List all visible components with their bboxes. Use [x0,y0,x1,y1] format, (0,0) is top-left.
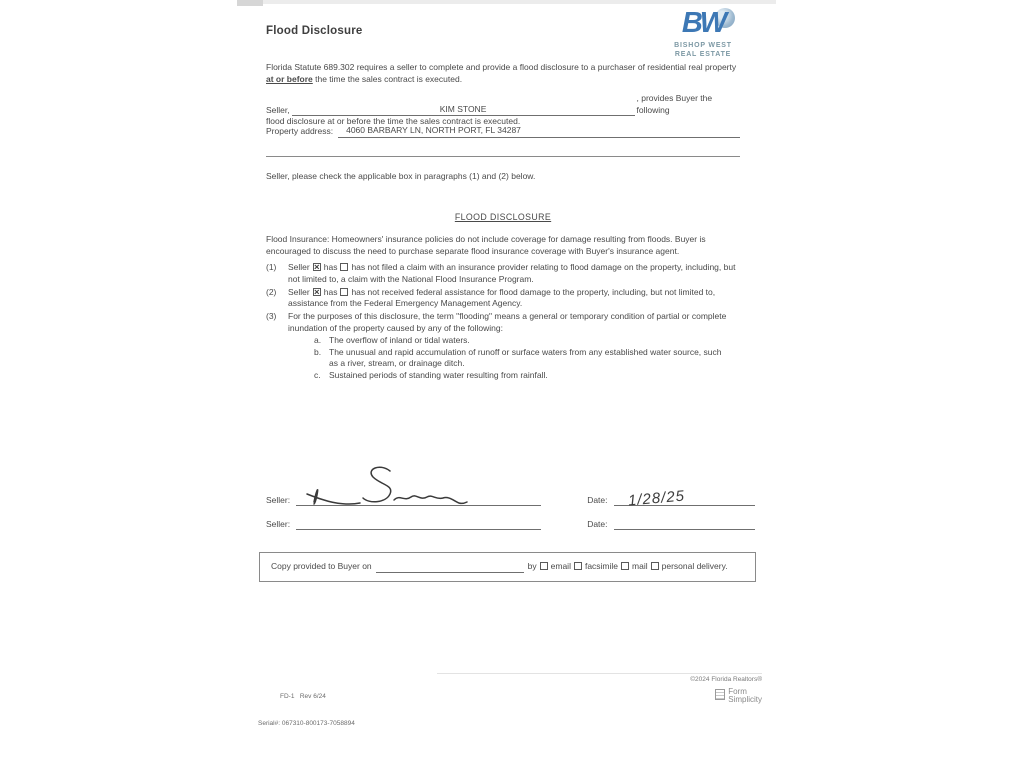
copy-provided-text: Copy provided to Buyer on [271,561,372,572]
flooding-definition-sublist [314,335,740,381]
signature-row-1 [266,487,755,509]
handwritten-signature [298,462,498,508]
logo-name-line2: REAL ESTATE [674,51,732,58]
form-title: Flood Disclosure [266,25,363,37]
seller-signature-field-blank[interactable] [296,517,541,530]
has-not-checkbox[interactable] [340,263,348,271]
copy-date-field[interactable] [376,562,524,573]
sub-item-letter: a. [314,335,322,345]
has-not-checkbox[interactable] [340,288,348,296]
copy-by-text: by [527,561,537,572]
sub-item-text: The overflow of inland or tidal waters. [329,335,470,345]
facsimile-checkbox[interactable] [574,562,582,570]
statute-paragraph [266,62,740,85]
seller-signature-label: Seller: [266,518,291,529]
item-text: Seller × has has not filed a claim with an insurance provider relating to flood damage on the property, including, but not limited to, a claim with the National Flood Insurance Program. [288,262,736,284]
item-number: (2) [266,286,277,297]
sub-item-c [314,370,740,382]
check-instruction: Seller, please check the applicable box in paragraphs (1) and (2) below. [266,171,536,181]
date-label: Date: [587,518,608,529]
scan-artifact-smudge [237,0,263,6]
logo-name-line1: BISHOP WEST [674,42,732,49]
property-address-overflow-field[interactable] [266,148,740,157]
statute-emphasis: at or before [266,73,313,84]
form-simplicity-name: Form Simplicity [728,686,762,704]
seller-label: Seller, [266,104,290,115]
statute-text-post: the time the sales contract is executed. [312,73,463,84]
seller-statement-continuation: flood disclosure at or before the time the sales contract is executed. [266,116,521,126]
seller-signature-label: Seller: [266,494,291,505]
footer-form-id [258,674,355,746]
date-field[interactable] [614,487,755,509]
personal-delivery-checkbox[interactable] [651,562,659,570]
date-field-blank[interactable] [614,517,755,530]
item-text: For the purposes of this disclosure, the term "flooding" means a general or temporary condition of partial or complete inundation of the property caused by any of the following: a. The overflow of inland or tidal waters. b. The unusual and rapid accumulation of runoff or surface waters from any established water source, such as a river, stream, or drainage ditch. c. Sustained periods of standing water resulting from rainfall. [288,311,740,381]
logo-initials: BW [681,7,725,39]
bishop-west-logo [657,7,749,59]
list-item-3 [266,311,740,381]
property-address-field[interactable]: 4060 BARBARY LN, NORTH PORT, FL 34287 [338,125,740,138]
sub-item-text: The unusual and rapid accumulation of runoff or surface waters from any established water source, such as a river, stream, or drainage ditch. [329,346,722,368]
form-simplicity-icon [715,689,725,700]
mail-checkbox[interactable] [621,562,629,570]
email-checkbox[interactable] [540,562,548,570]
flood-insurance-paragraph: Flood Insurance: Homeowners' insurance policies do not include coverage for damage resulting from floods. Buyer is encouraged to discuss the need to purchase separate flood insurance coverage with Buyer's insurance agent. [266,234,706,256]
seller-signature-field[interactable] [296,493,541,506]
list-item-1 [266,262,740,285]
sub-item-a [314,335,740,347]
list-item-2 [266,287,740,310]
sub-item-letter: b. [314,346,322,357]
delivery-option-email: email [537,561,571,573]
sub-item-letter: c. [314,369,321,380]
section-heading: FLOOD DISCLOSURE [454,212,552,222]
form-simplicity-brand [715,688,762,705]
handwritten-date: 1/28/25 [626,487,686,509]
has-checkbox-checked[interactable]: × [313,263,320,271]
date-label: Date: [587,494,608,505]
scanned-form-page [237,0,790,768]
item-number: (1) [266,262,277,272]
sub-item-b [314,347,740,370]
copyright-text: ©2024 Florida Realtors® [690,676,762,683]
has-checkbox-checked[interactable]: × [313,287,320,296]
delivery-option-mail: mail [618,561,648,573]
item-text: Seller × has has not received federal assistance for flood damage to the property, including, but not limited to, assistance from the Federal Emergency Management Agency. [288,286,716,308]
sub-item-text: Sustained periods of standing water resulting from rainfall. [329,369,548,380]
property-address-row [266,125,740,138]
seller-name-field[interactable]: KIM STONE [292,104,635,117]
form-serial-number: Serial#: 067310-800173-7058894 [258,720,355,727]
disclosure-list [266,262,740,383]
signature-row-2 [266,514,755,530]
delivery-option-facsimile: facsimile [571,561,618,573]
statute-text-pre: Florida Statute 689.302 requires a seller to complete and provide a flood disclosure to a purchaser of residential real property [266,62,737,72]
form-revision: FD-1 Rev 6/24 [280,693,326,700]
delivery-option-personal: personal delivery. [648,561,728,573]
logo-monogram [657,7,749,41]
seller-statement-suffix: , provides Buyer the following [636,93,713,115]
item-number: (3) [266,311,277,321]
property-address-label: Property address: [266,126,334,136]
copy-provided-box [259,552,756,582]
scan-artifact-band [237,0,776,4]
footer-copyright-block [690,674,762,705]
seller-statement [266,93,740,128]
